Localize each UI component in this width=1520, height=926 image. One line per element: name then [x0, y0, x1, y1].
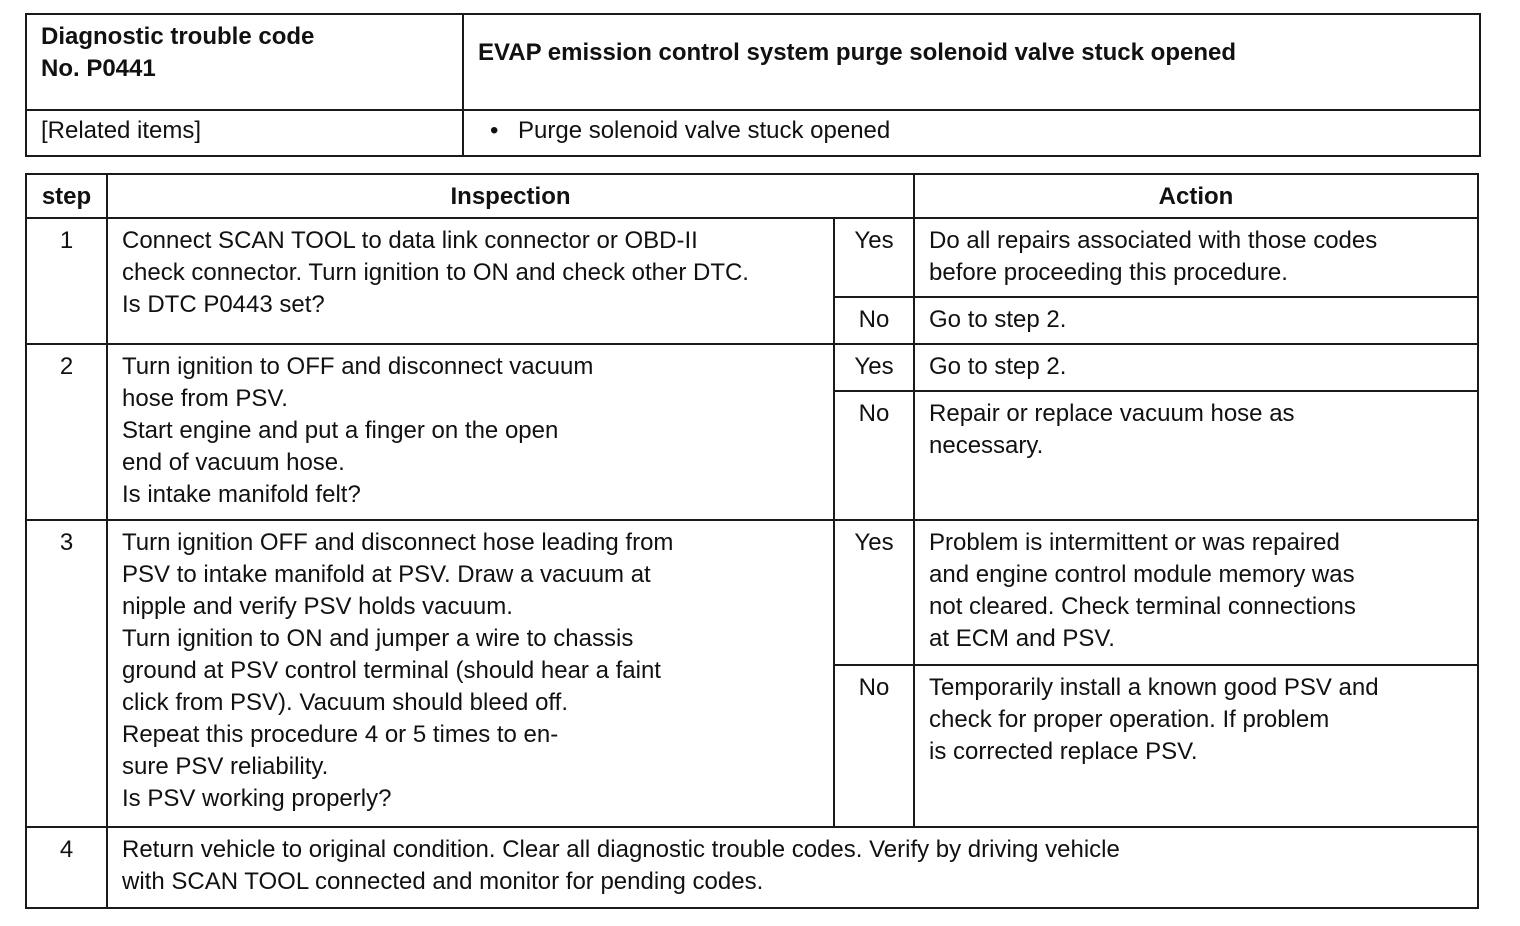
step-number: 3	[26, 520, 107, 827]
table-header-row	[26, 174, 1478, 218]
table-row	[26, 218, 1478, 297]
related-item	[463, 110, 1480, 156]
step-number: 2	[26, 344, 107, 520]
inspection-text: Return vehicle to original condition. Clear all diagnostic trouble codes. Verify by driving vehicle with SCAN TOOL connected and monitor for pending codes.	[107, 827, 1478, 908]
action-header: Action	[914, 174, 1478, 218]
dtc-code-label: Diagnostic trouble code No. P0441	[26, 14, 463, 110]
table-row	[26, 827, 1478, 908]
table-row	[26, 520, 1478, 665]
step-number: 4	[26, 827, 107, 908]
step-number: 1	[26, 218, 107, 344]
dtc-title-row	[26, 14, 1480, 110]
inspection-text: Connect SCAN TOOL to data link connector or OBD-II check connector. Turn ignition to ON and check other DTC. Is DTC P0443 set?	[107, 218, 834, 344]
yes-action: Problem is intermittent or was repaired and engine control module memory was not cleared. Check terminal connections at ECM and PSV.	[914, 520, 1478, 665]
no-action: Go to step 2.	[914, 297, 1478, 344]
no-action: Repair or replace vacuum hose as necessary.	[914, 391, 1478, 520]
yes-label: Yes	[834, 218, 914, 297]
dtc-title: EVAP emission control system purge solenoid valve stuck opened	[463, 14, 1480, 110]
inspection-header: Inspection	[107, 174, 914, 218]
bullet-icon: •	[490, 117, 499, 144]
related-item-text: Purge solenoid valve stuck opened	[518, 117, 891, 144]
inspection-text: Turn ignition to OFF and disconnect vacuum hose from PSV. Start engine and put a finger on the open end of vacuum hose. Is intake manifold felt?	[107, 344, 834, 520]
yes-label: Yes	[834, 344, 914, 391]
inspection-text: Turn ignition OFF and disconnect hose leading from PSV to intake manifold at PSV. Draw a vacuum at nipple and verify PSV holds vacuum. Turn ignition to ON and jumper a wire to chassis ground at PSV control terminal (should hear a faint click from PSV). Vacuum should bleed off. Repeat this procedure 4 or 5 times to en- sure PSV reliability. Is PSV working properly?	[107, 520, 834, 827]
step-header: step	[26, 174, 107, 218]
dtc-header-table	[25, 13, 1481, 157]
diagnosis-table	[25, 173, 1479, 909]
related-items-label: [Related items]	[26, 110, 463, 156]
no-label: No	[834, 391, 914, 520]
table-row	[26, 344, 1478, 391]
yes-action: Do all repairs associated with those codes before proceeding this procedure.	[914, 218, 1478, 297]
dtc-related-row	[26, 110, 1480, 156]
no-label: No	[834, 665, 914, 827]
yes-action: Go to step 2.	[914, 344, 1478, 391]
no-action: Temporarily install a known good PSV and check for proper operation. If problem is corrected replace PSV.	[914, 665, 1478, 827]
no-label: No	[834, 297, 914, 344]
yes-label: Yes	[834, 520, 914, 665]
